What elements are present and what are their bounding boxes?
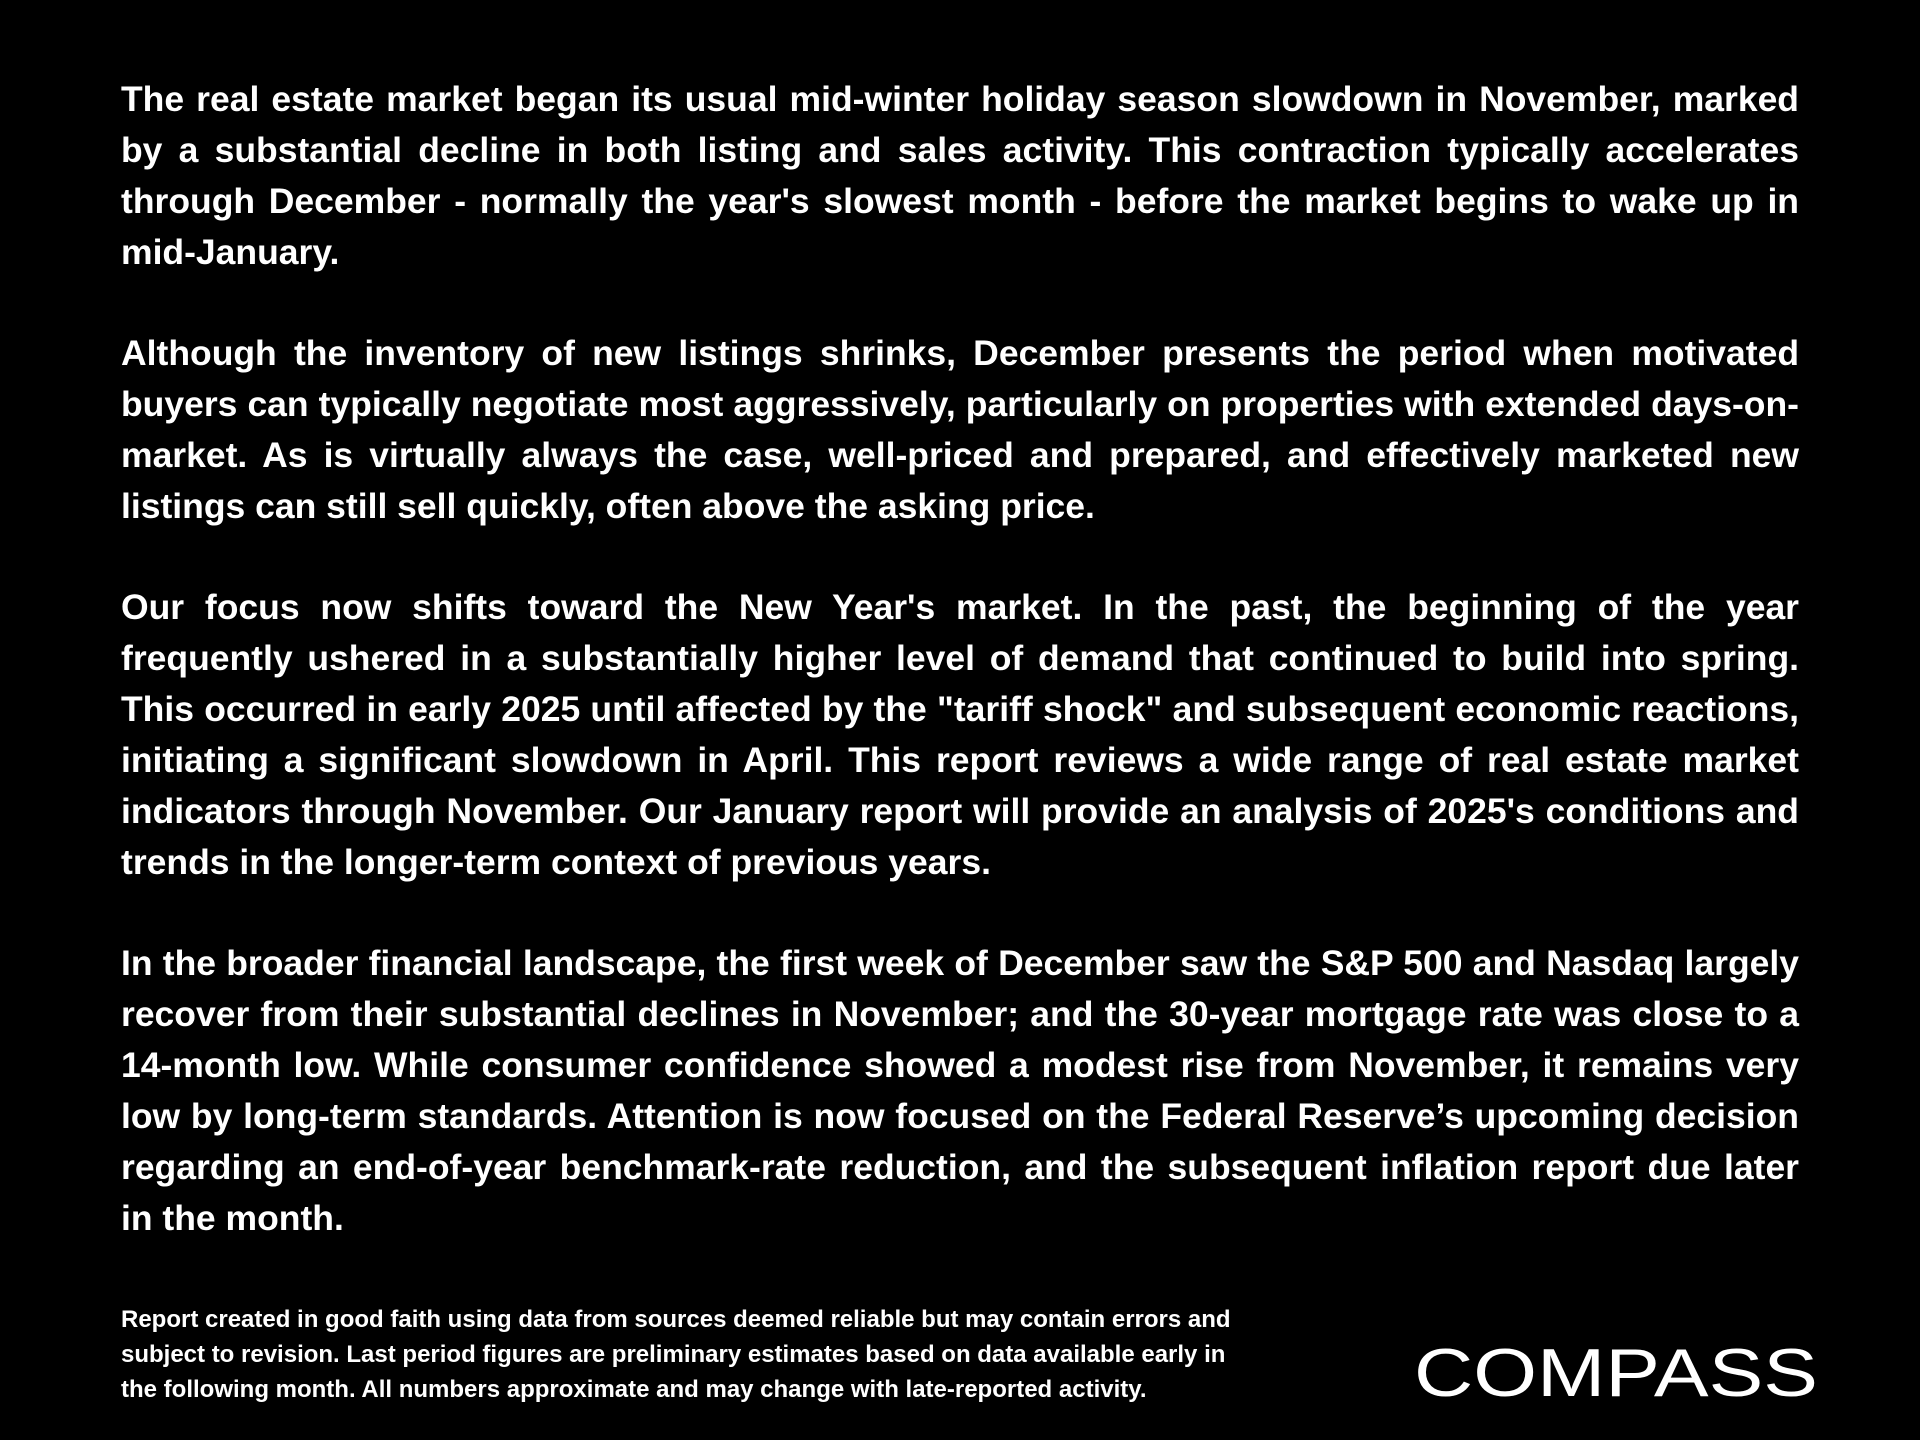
- paragraph-holiday-slowdown: The real estate market began its usual mid-winter holiday season slowdown in November, marked by a substantial decline in both listing and sales activity. This contraction typically accelerates through December - normally the year's slowest month - before the market begins to wake up in mid-January.: [121, 79, 1799, 272]
- compass-logo-wordmark: COMPASS: [1414, 1335, 1818, 1406]
- paragraph-financial-landscape: In the broader financial landscape, the first week of December saw the S&P 500 and Nasdaq largely recover from their substantial declines in November; and the 30-year mortgage rate was close to a 14-month low. While consumer confidence showed a modest rise from November, it remains very low by long-term standards. Attention is now focused on the Federal Reserve’s upcoming decision regarding an end-of-year benchmark-rate reduction, and the subsequent inflation report due later in the month.: [121, 943, 1799, 1238]
- disclaimer: [121, 1302, 1321, 1407]
- compass-logo-icon: [1414, 1334, 1824, 1406]
- report-body: [121, 74, 1799, 1244]
- disclaimer-line-2: subject to revision. Last period figures are preliminary estimates based on data available early in: [121, 1341, 1226, 1368]
- disclaimer-line-3: the following month. All numbers approximate and may change with late-reported activity.: [121, 1376, 1147, 1403]
- paragraph-new-year-market: Our focus now shifts toward the New Year's market. In the past, the beginning of the year frequently ushered in a substantially higher level of demand that continued to build into spring. This occurred in early 2025 until affected by the "tariff shock" and subsequent economic reactions, initiating a significant slowdown in April. This report reviews a wide range of real estate market indicators through November. Our January report will provide an analysis of 2025's conditions and trends in the longer-term context of previous years.: [121, 587, 1799, 882]
- compass-logo: [1414, 1334, 1824, 1406]
- paragraph-december-buyers: Although the inventory of new listings shrinks, December presents the period when motivated buyers can typically negotiate most aggressively, particularly on properties with extended days-on-market. As is virtually always the case, well-priced and prepared, and effectively marketed new listings can still sell quickly, often above the asking price.: [121, 333, 1799, 526]
- disclaimer-line-1: Report created in good faith using data from sources deemed reliable but may contain errors and: [121, 1306, 1231, 1333]
